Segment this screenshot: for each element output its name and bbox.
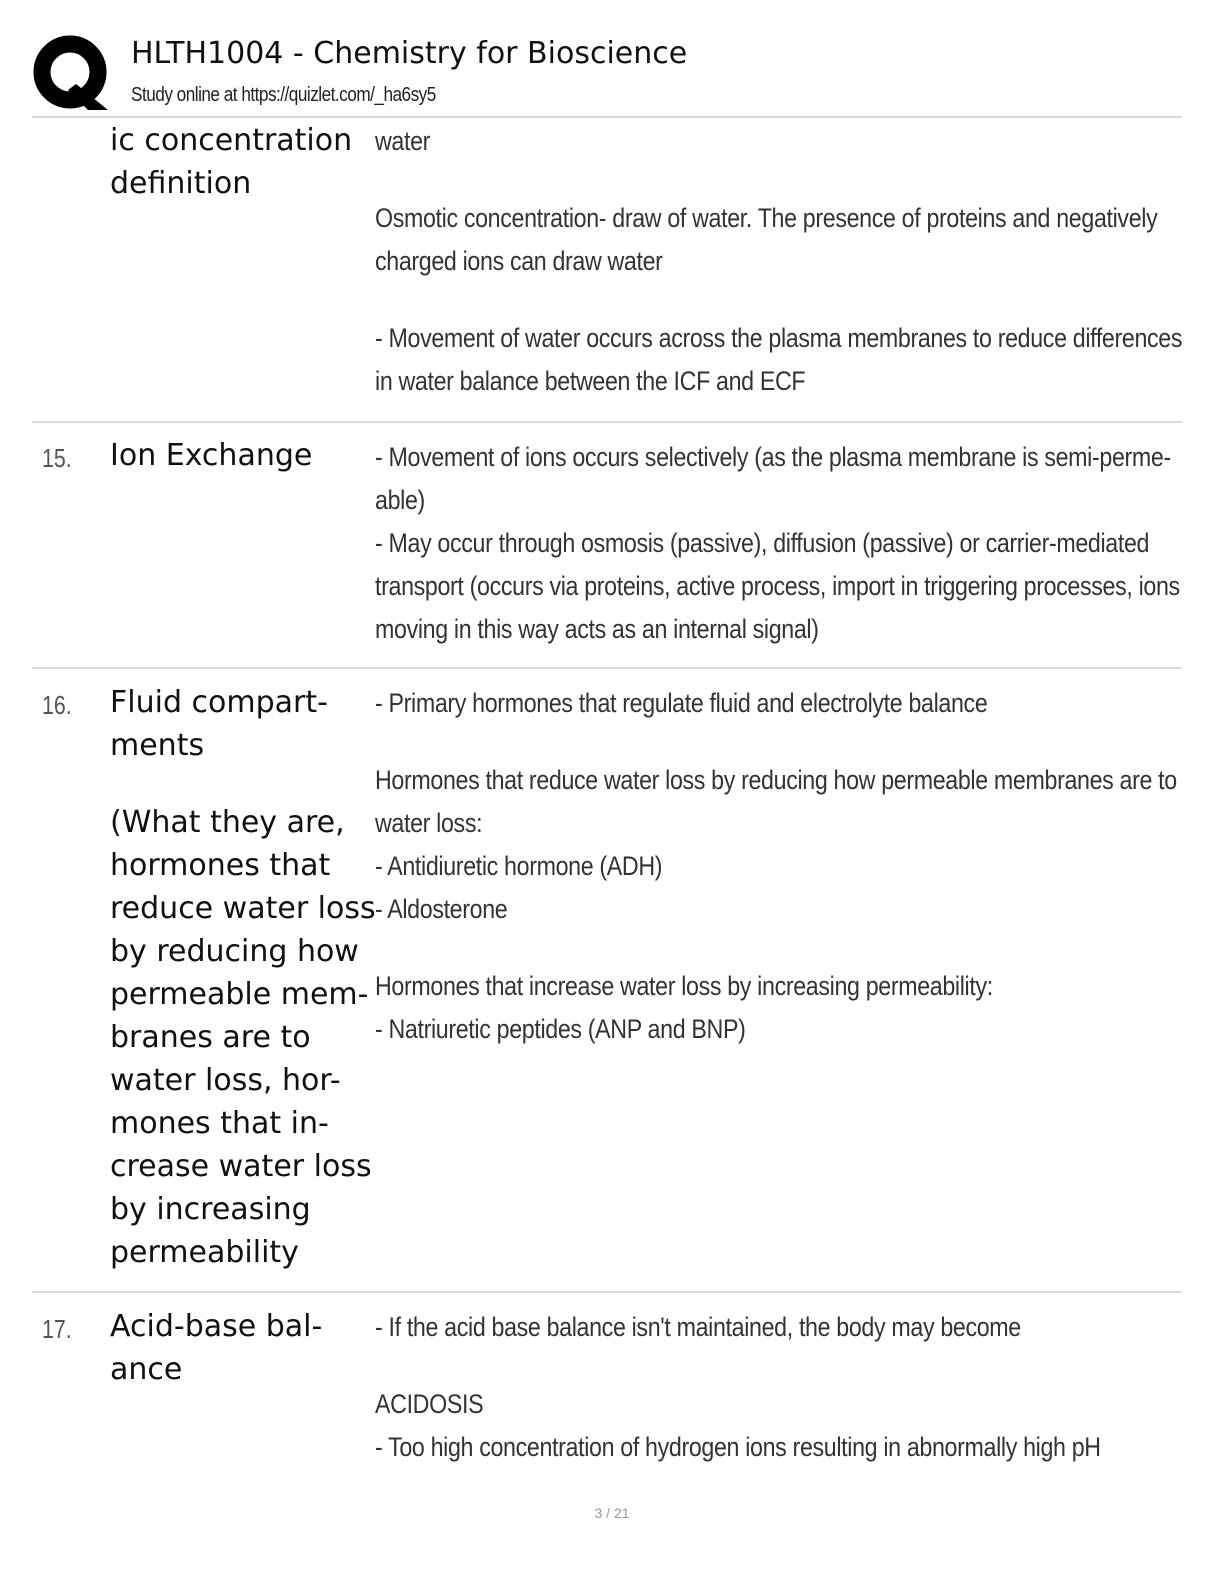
term-line: by increasing [110, 1192, 311, 1227]
definition-line: - Antidiuretic hormone (ADH) [375, 851, 663, 881]
term-line: mones that in- [110, 1106, 329, 1141]
definition-line: transport (occurs via proteins, active process, import in triggering processes, ions [375, 571, 1180, 601]
card-number: 16. [42, 690, 72, 720]
study-online-link-text: Study online at https://quizlet.com/_ha6sy5 [131, 84, 436, 106]
term-line: permeable mem- [110, 977, 369, 1012]
definition-gap [375, 725, 1166, 759]
row-divider [32, 421, 1182, 423]
term-line: branes are to [110, 1020, 311, 1055]
term-line: Acid-base bal- [110, 1309, 323, 1344]
term-line: hormones that [110, 848, 331, 883]
definition-line: - Primary hormones that regulate fluid and electrolyte balance [375, 688, 988, 718]
card-number: 17. [42, 1314, 72, 1344]
term-line: crease water loss [110, 1149, 372, 1184]
term-ion-exchange [110, 434, 372, 477]
definition-line: Hormones that increase water loss by increasing permeability: [375, 971, 993, 1001]
definition-line: - Too high concentration of hydrogen ions resulting in abnormally high pH [375, 1432, 1101, 1462]
page-indicator: 3 / 21 [594, 1505, 630, 1521]
term-line: Ion Exchange [110, 438, 313, 473]
definition-gap [375, 931, 1166, 965]
definition-ic-concentration [375, 120, 1183, 403]
definition-line: - Natriuretic peptides (ANP and BNP) [375, 1014, 746, 1044]
term-line: permeability [110, 1235, 299, 1270]
header-divider [32, 116, 1182, 118]
definition-line: ACIDOSIS [375, 1389, 484, 1419]
term-line: (What they are, [110, 805, 345, 840]
term-fluid-compartments [110, 681, 376, 1274]
term-ic-concentration [110, 119, 372, 205]
definition-line: able) [375, 485, 425, 515]
definition-gap [375, 1349, 1166, 1383]
definition-line: moving in this way acts as an internal signal) [375, 614, 819, 644]
definition-line: charged ions can draw water [375, 246, 663, 276]
term-line: definition [110, 166, 252, 201]
definition-line: water loss: [375, 808, 483, 838]
quizlet-logo-icon [32, 34, 112, 112]
term-line: reduce water loss [110, 891, 376, 926]
definition-line: - Movement of water occurs across the plasma membranes to reduce differences [375, 323, 1183, 353]
definition-acid-base-balance [375, 1306, 1166, 1469]
definition-ion-exchange [375, 436, 1180, 651]
row-divider [32, 667, 1182, 669]
definition-line: in water balance between the ICF and ECF [375, 366, 806, 396]
term-line: ic concentration [110, 123, 353, 158]
definition-line: - Movement of ions occurs selectively (as the plasma membrane is semi-perme- [375, 442, 1171, 472]
term-line: ments [110, 728, 205, 763]
term-line: water loss, hor- [110, 1063, 341, 1098]
definition-gap [375, 163, 1166, 197]
definition-line: Osmotic concentration- draw of water. The presence of proteins and negatively [375, 203, 1158, 233]
page-title: HLTH1004 - Chemistry for Bioscience [131, 36, 688, 71]
definition-line: - If the acid base balance isn't maintained, the body may become [375, 1312, 1021, 1342]
term-line: by reducing how [110, 934, 359, 969]
definition-gap [375, 283, 1166, 317]
definition-line: water [375, 126, 431, 156]
term-acid-base-balance [110, 1305, 372, 1391]
term-gap [110, 767, 372, 801]
definition-fluid-compartments [375, 682, 1177, 1051]
term-line: ance [110, 1352, 183, 1387]
definition-line: - May occur through osmosis (passive), diffusion (passive) or carrier-mediated [375, 528, 1150, 558]
card-number: 15. [42, 443, 72, 473]
row-divider [32, 1291, 1182, 1293]
definition-line: Hormones that reduce water loss by reducing how permeable membranes are to [375, 765, 1177, 795]
definition-line: - Aldosterone [375, 894, 508, 924]
term-line: Fluid compart- [110, 685, 328, 720]
